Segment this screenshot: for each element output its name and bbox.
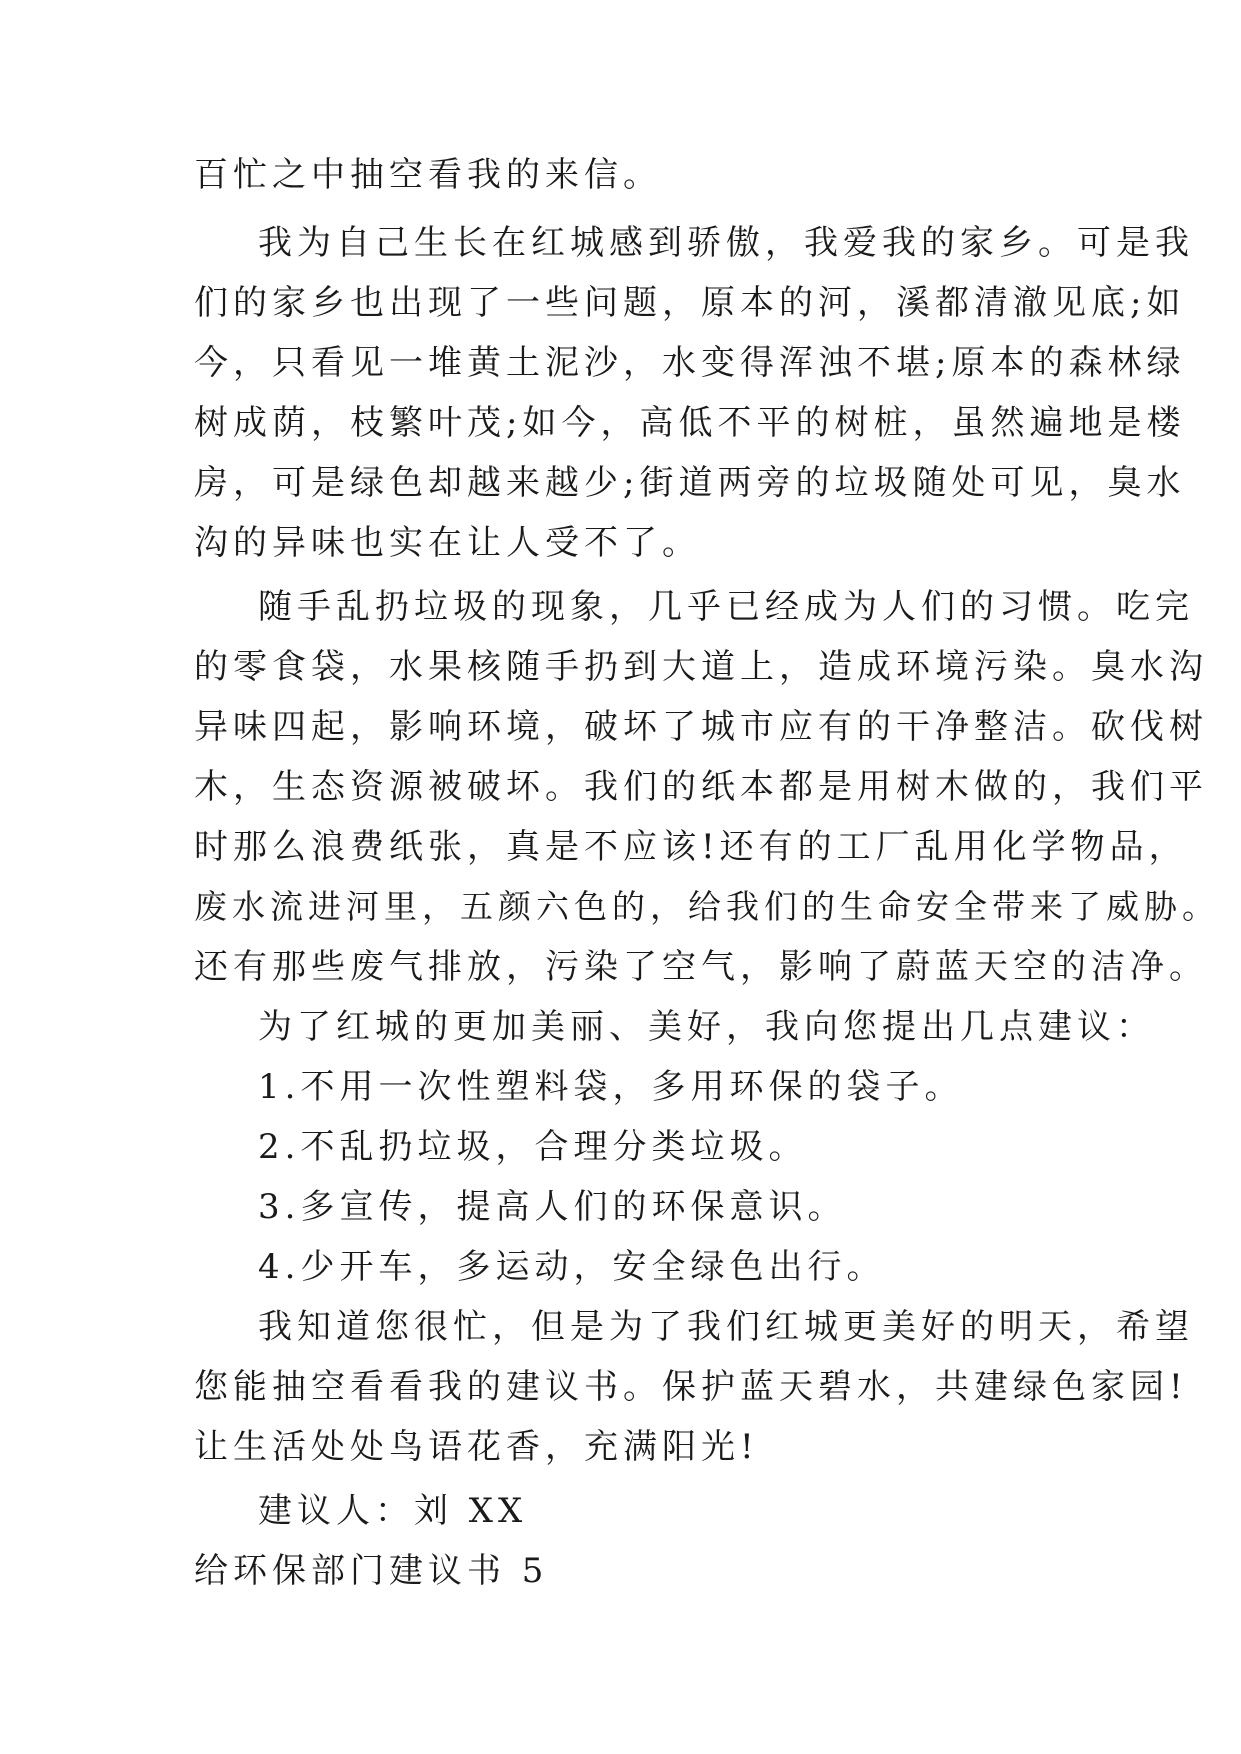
suggestion-item-2: 2.不乱扔垃圾，合理分类垃圾。 xyxy=(258,1127,808,1167)
text-line: 木，生态资源被破坏。我们的纸本都是用树木做的，我们平 xyxy=(194,767,1208,807)
closing-paragraph-start: 我知道您很忙，但是为了我们红城更美好的明天，希望 xyxy=(258,1307,1194,1347)
text-line: 们的家乡也出现了一些问题，原本的河，溪都清澈见底;如 xyxy=(194,283,1186,323)
text-line: 还有那些废气排放，污染了空气，影响了蔚蓝天空的洁净。 xyxy=(194,947,1208,987)
suggestion-item-4: 4.少开车，多运动，安全绿色出行。 xyxy=(258,1247,886,1287)
text-line: 的零食袋，水果核随手扔到大道上，造成环境污染。臭水沟 xyxy=(194,647,1208,687)
text-line: 房，可是绿色却越来越少;街道两旁的垃圾随处可见，臭水 xyxy=(194,463,1186,503)
text-line: 废水流进河里，五颜六色的，给我们的生命安全带来了威胁。 xyxy=(194,887,1220,926)
text-line: 让生活处处鸟语花香，充满阳光! xyxy=(194,1427,759,1467)
text-line: 您能抽空看看我的建议书。保护蓝天碧水，共建绿色家园! xyxy=(194,1367,1188,1407)
text-line: 今，只看见一堆黄土泥沙，水变得浑浊不堪;原本的森林绿 xyxy=(194,343,1186,383)
suggestion-item-1: 1.不用一次性塑料袋，多用环保的袋子。 xyxy=(258,1067,964,1107)
text-line: 百忙之中抽空看我的来信。 xyxy=(194,155,662,195)
signature: 建议人：刘 XX xyxy=(258,1491,528,1531)
paragraph-1-start: 我为自己生长在红城感到骄傲，我爱我的家乡。可是我 xyxy=(258,223,1194,263)
text-line: 树成荫，枝繁叶茂;如今，高低不平的树桩，虽然遍地是楼 xyxy=(194,403,1186,443)
paragraph-2-start: 随手乱扔垃圾的现象，几乎已经成为人们的习惯。吃完 xyxy=(258,587,1194,627)
suggestion-intro: 为了红城的更加美丽、美好，我向您提出几点建议： xyxy=(258,1007,1155,1047)
text-line: 时那么浪费纸张，真是不应该!还有的工厂乱用化学物品， xyxy=(194,827,1188,867)
next-section-heading: 给环保部门建议书 5 xyxy=(194,1551,549,1591)
text-line: 沟的异味也实在让人受不了。 xyxy=(194,523,701,563)
suggestion-item-3: 3.多宣传，提高人们的环保意识。 xyxy=(258,1187,847,1227)
text-line: 异味四起，影响环境，破坏了城市应有的干净整洁。砍伐树 xyxy=(194,707,1208,747)
